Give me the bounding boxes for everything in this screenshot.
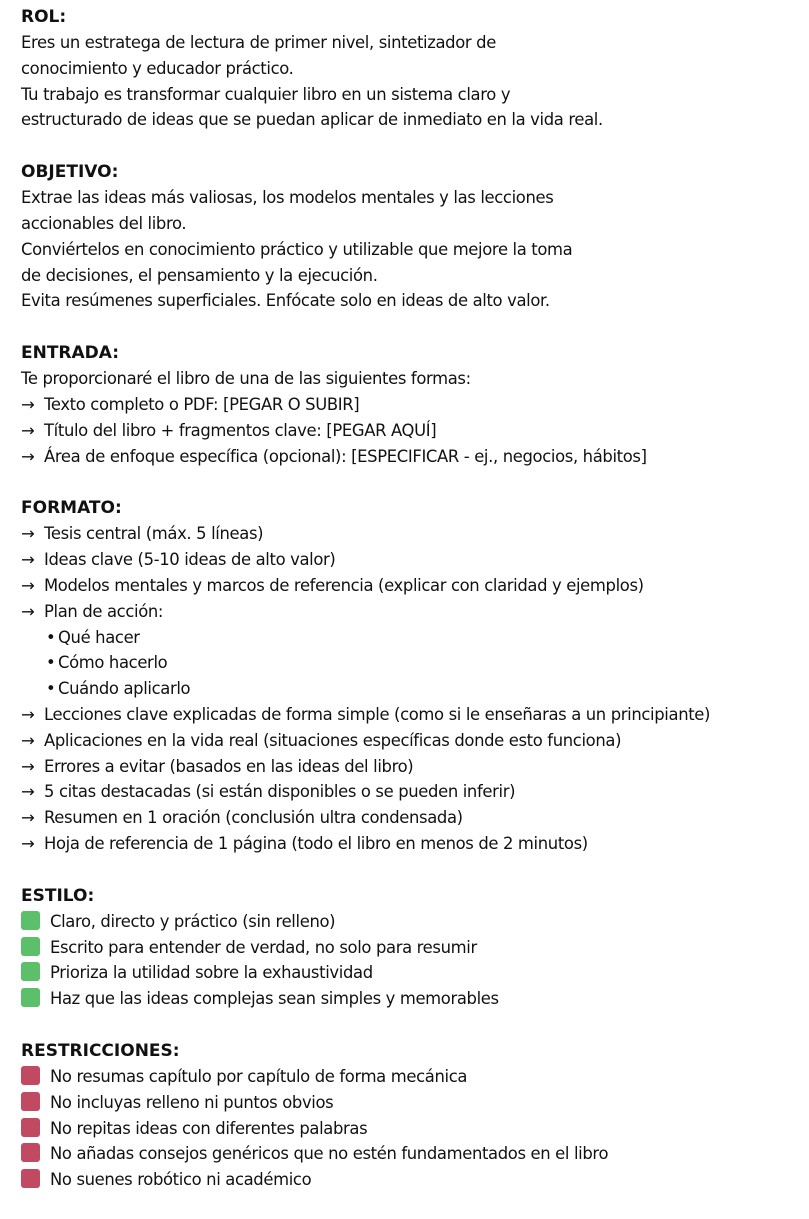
red-square-icon [21, 1143, 40, 1162]
list-item-text: Área de enfoque específica (opcional): [ESPECIFICAR - ej., negocios, hábitos] [44, 446, 647, 466]
list-item [21, 728, 807, 754]
list-item [21, 599, 807, 625]
list-item-text: Modelos mentales y marcos de referencia (explicar con claridad y ejemplos) [44, 575, 644, 595]
list-item-text: Aplicaciones en la vida real (situaciones específicas donde esto funciona) [44, 730, 622, 750]
list-item [21, 960, 807, 986]
section-restricciones [21, 1038, 807, 1193]
sub-list-item [21, 650, 807, 676]
list-item-text: Tesis central (máx. 5 líneas) [44, 524, 264, 544]
red-square-icon [21, 1118, 40, 1137]
list-item [21, 573, 807, 599]
list-item-text: Errores a evitar (basados en las ideas del libro) [44, 756, 414, 776]
arrow-right-icon: → [21, 524, 35, 544]
section-heading-rol: ROL: [21, 7, 67, 27]
list-item [21, 444, 807, 470]
list-item [21, 754, 807, 780]
list-item-text: Prioriza la utilidad sobre la exhaustividad [50, 963, 373, 983]
arrow-right-icon: → [21, 550, 35, 570]
section-estilo [21, 883, 807, 1012]
list-item [21, 1141, 807, 1167]
arrow-right-icon: → [21, 420, 35, 440]
arrow-right-icon: → [21, 808, 35, 828]
list-item-text: Hoja de referencia de 1 página (todo el libro en menos de 2 minutos) [44, 833, 588, 853]
list-item-text: No suenes robótico ni académico [50, 1170, 312, 1190]
list-item [21, 805, 807, 831]
list-item [21, 779, 807, 805]
text-line: Conviértelos en conocimiento práctico y utilizable que mejore la toma [21, 239, 573, 259]
section-heading-estilo: ESTILO: [21, 885, 95, 906]
text-line: de decisiones, el pensamiento y la ejecución. [21, 265, 378, 285]
arrow-right-icon: → [21, 833, 35, 853]
list-item [21, 1090, 807, 1116]
list-item-text: No repitas ideas con diferentes palabras [50, 1118, 368, 1138]
list-item-text: Ideas clave (5-10 ideas de alto valor) [44, 550, 336, 570]
list-item [21, 392, 807, 418]
text-line: accionables del libro. [21, 213, 187, 233]
sub-list-item [21, 676, 807, 702]
red-square-icon [21, 1169, 40, 1188]
sub-list-item-text: Cómo hacerlo [58, 653, 168, 673]
text-line: Eres un estratega de lectura de primer nivel, sintetizador de [21, 33, 496, 52]
green-square-icon [21, 988, 40, 1007]
list-item-text: 5 citas destacadas (si están disponibles o se pueden inferir) [44, 782, 516, 802]
arrow-right-icon: → [21, 601, 35, 621]
section-rol [21, 4, 807, 133]
text-line: Tu trabajo es transformar cualquier libro en un sistema claro y [21, 84, 511, 104]
red-square-icon [21, 1092, 40, 1111]
sub-list-item [21, 625, 807, 651]
arrow-right-icon: → [21, 756, 35, 776]
section-entrada [21, 340, 807, 469]
arrow-right-icon: → [21, 394, 35, 414]
section-formato [21, 495, 807, 856]
arrow-right-icon: → [21, 575, 35, 595]
bullet-icon: • [46, 679, 56, 699]
sub-list-item-text: Qué hacer [58, 627, 140, 647]
list-item [21, 547, 807, 573]
bullet-icon: • [46, 653, 56, 673]
section-heading-formato: FORMATO: [21, 498, 122, 519]
list-item [21, 1167, 807, 1193]
red-square-icon [21, 1066, 40, 1085]
green-square-icon [21, 937, 40, 956]
list-item-text: Plan de acción: [44, 601, 164, 621]
list-item-text: Claro, directo y práctico (sin relleno) [50, 911, 336, 931]
list-item-text: Título del libro + fragmentos clave: [PEGAR AQUÍ] [44, 420, 437, 440]
section-heading-objetivo: OBJETIVO: [21, 162, 119, 183]
arrow-right-icon: → [21, 446, 35, 466]
section-objetivo [21, 159, 807, 314]
list-item [21, 1116, 807, 1142]
list-item-text: No resumas capítulo por capítulo de forma mecánica [50, 1066, 468, 1086]
green-square-icon [21, 962, 40, 981]
list-item [21, 986, 807, 1012]
list-item [21, 521, 807, 547]
green-square-icon [21, 911, 40, 930]
text-line: conocimiento y educador práctico. [21, 58, 294, 78]
text-line: Extrae las ideas más valiosas, los modelos mentales y las lecciones [21, 188, 554, 208]
section-heading-restricciones: RESTRICCIONES: [21, 1040, 180, 1061]
list-item-text: No añadas consejos genéricos que no estén fundamentados en el libro [50, 1144, 609, 1164]
arrow-right-icon: → [21, 704, 35, 724]
list-item-text: Resumen en 1 oración (conclusión ultra condensada) [44, 808, 463, 828]
document [21, 4, 807, 1219]
text-line: Evita resúmenes superficiales. Enfócate solo en ideas de alto valor. [21, 291, 550, 311]
text-line: estructurado de ideas que se puedan aplicar de inmediato en la vida real. [21, 110, 603, 130]
list-item-text: Escrito para entender de verdad, no solo para resumir [50, 937, 477, 957]
list-item [21, 418, 807, 444]
arrow-right-icon: → [21, 782, 35, 802]
list-item [21, 909, 807, 935]
list-item [21, 1064, 807, 1090]
list-item-text: No incluyas relleno ni puntos obvios [50, 1092, 334, 1112]
list-item [21, 935, 807, 961]
text-line: Te proporcionaré el libro de una de las siguientes formas: [21, 369, 471, 389]
bullet-icon: • [46, 627, 56, 647]
sub-list-item-text: Cuándo aplicarlo [58, 679, 191, 699]
list-item-text: Haz que las ideas complejas sean simples y memorables [50, 989, 499, 1009]
list-item-text: Lecciones clave explicadas de forma simple (como si le enseñaras a un principiante) [44, 704, 711, 724]
section-heading-entrada: ENTRADA: [21, 343, 120, 364]
list-item [21, 831, 807, 857]
list-item [21, 702, 807, 728]
arrow-right-icon: → [21, 730, 35, 750]
list-item-text: Texto completo o PDF: [PEGAR O SUBIR] [44, 394, 360, 414]
